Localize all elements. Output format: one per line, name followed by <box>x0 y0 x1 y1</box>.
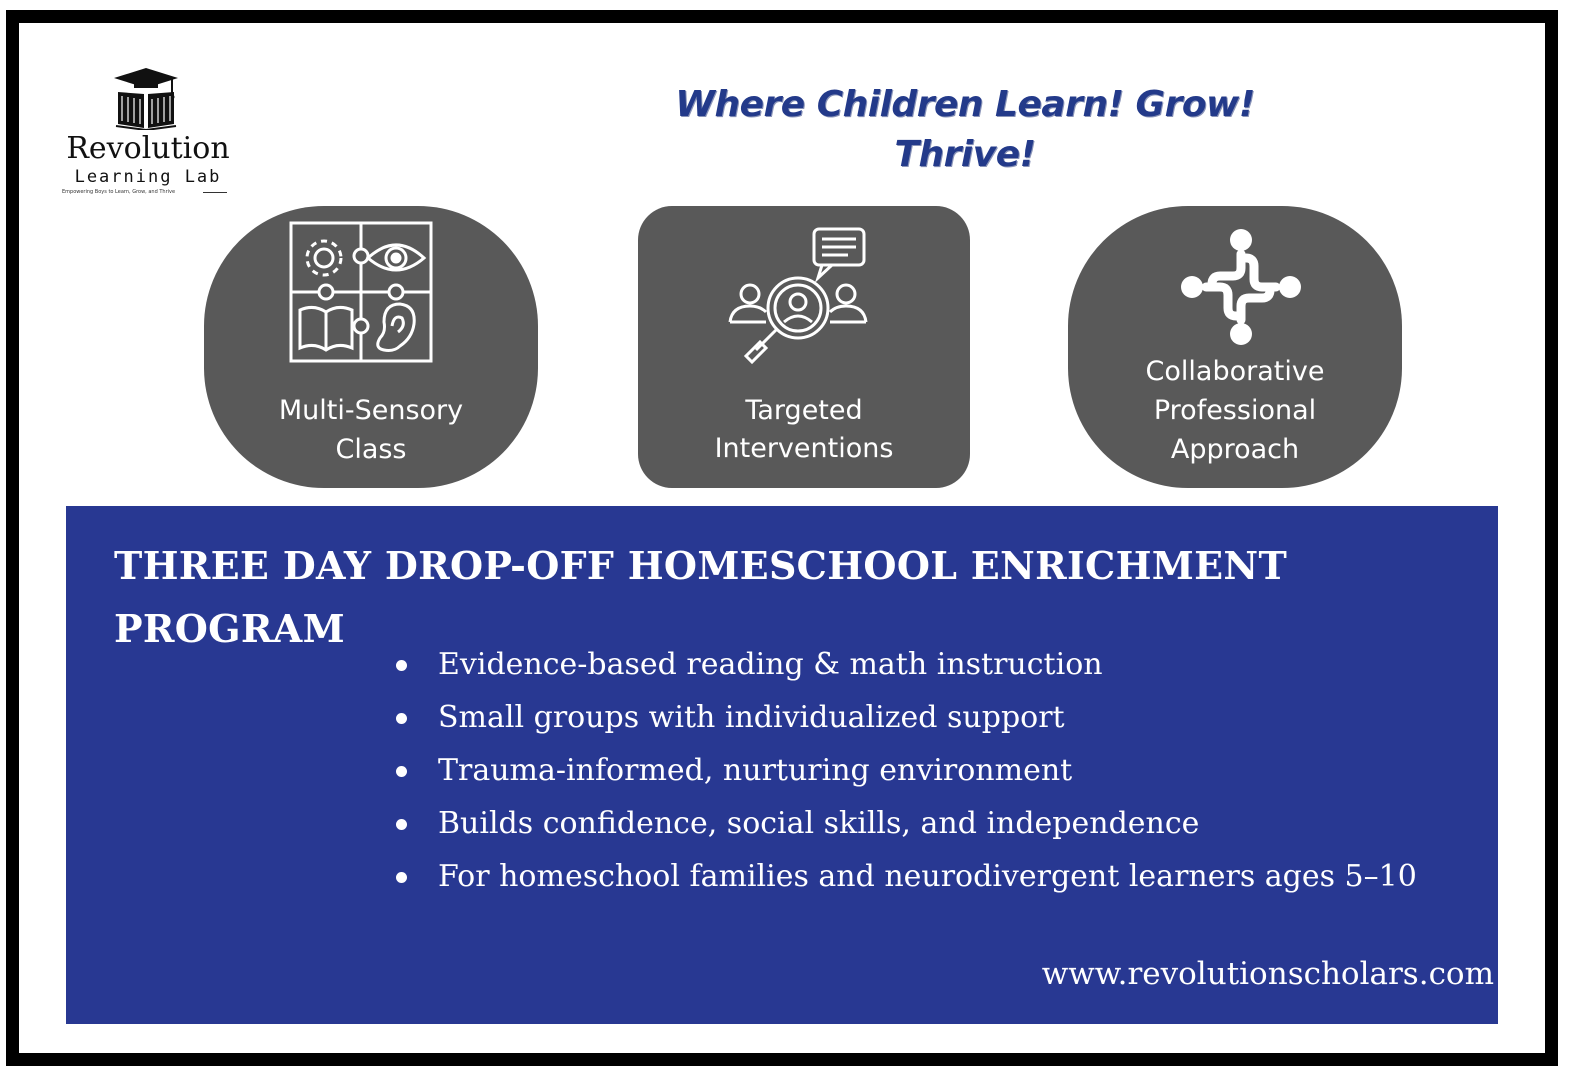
collaboration-network-icon <box>1180 228 1302 348</box>
bullet-dot <box>396 819 407 830</box>
card-label-line2: Class <box>335 434 407 465</box>
list-item <box>392 744 1452 797</box>
page-tagline: Where Children Learn! Grow! Thrive! <box>675 84 1255 175</box>
magnifier-people-chat-icon <box>726 226 870 368</box>
feature-card-targeted-interventions <box>638 206 970 488</box>
program-banner <box>66 506 1498 1024</box>
program-heading-line1: THREE DAY DROP-OFF HOMESCHOOL ENRICHMENT <box>114 543 1288 588</box>
bullet-text: Builds confidence, social skills, and independence <box>438 806 1200 841</box>
list-item <box>392 850 1452 903</box>
logo <box>58 66 238 206</box>
bullet-text: For homeschool families and neurodivergent learners ages 5–10 <box>438 859 1417 894</box>
bullet-dot <box>396 766 407 777</box>
feature-card-multi-sensory <box>204 206 538 488</box>
bullet-dot <box>396 713 407 724</box>
puzzle-senses-icon <box>288 220 434 364</box>
list-item <box>392 797 1452 850</box>
card-label-line1: Targeted <box>745 395 863 426</box>
bullet-text: Evidence-based reading & math instruction <box>438 647 1103 682</box>
program-heading-line2: PROGRAM <box>114 606 345 651</box>
card-label-line3: Approach <box>1170 434 1300 465</box>
card-label-line1: Multi-Sensory <box>278 395 464 426</box>
card-label-line1: Collaborative <box>1145 356 1325 387</box>
logo-subname: Learning Lab <box>74 167 222 187</box>
logo-name: Revolution <box>66 131 230 166</box>
website-link[interactable]: www.revolutionscholars.com <box>1041 956 1494 992</box>
graduation-cap-book-icon <box>106 66 186 130</box>
card-label-line2: Professional <box>1153 395 1317 426</box>
program-bullet-list <box>392 638 1452 903</box>
feature-card-collaborative <box>1068 206 1402 488</box>
bullet-text: Trauma-informed, nurturing environment <box>438 753 1073 788</box>
card-label-line2: Interventions <box>714 433 894 464</box>
bullet-dot <box>396 660 407 671</box>
list-item <box>392 691 1452 744</box>
bullet-text: Small groups with individualized support <box>438 700 1065 735</box>
logo-tagline: Empowering Boys to Learn, Grow, and Thrive <box>62 189 176 195</box>
list-item <box>392 638 1452 691</box>
bullet-dot <box>396 872 407 883</box>
logo-rule <box>203 192 227 193</box>
